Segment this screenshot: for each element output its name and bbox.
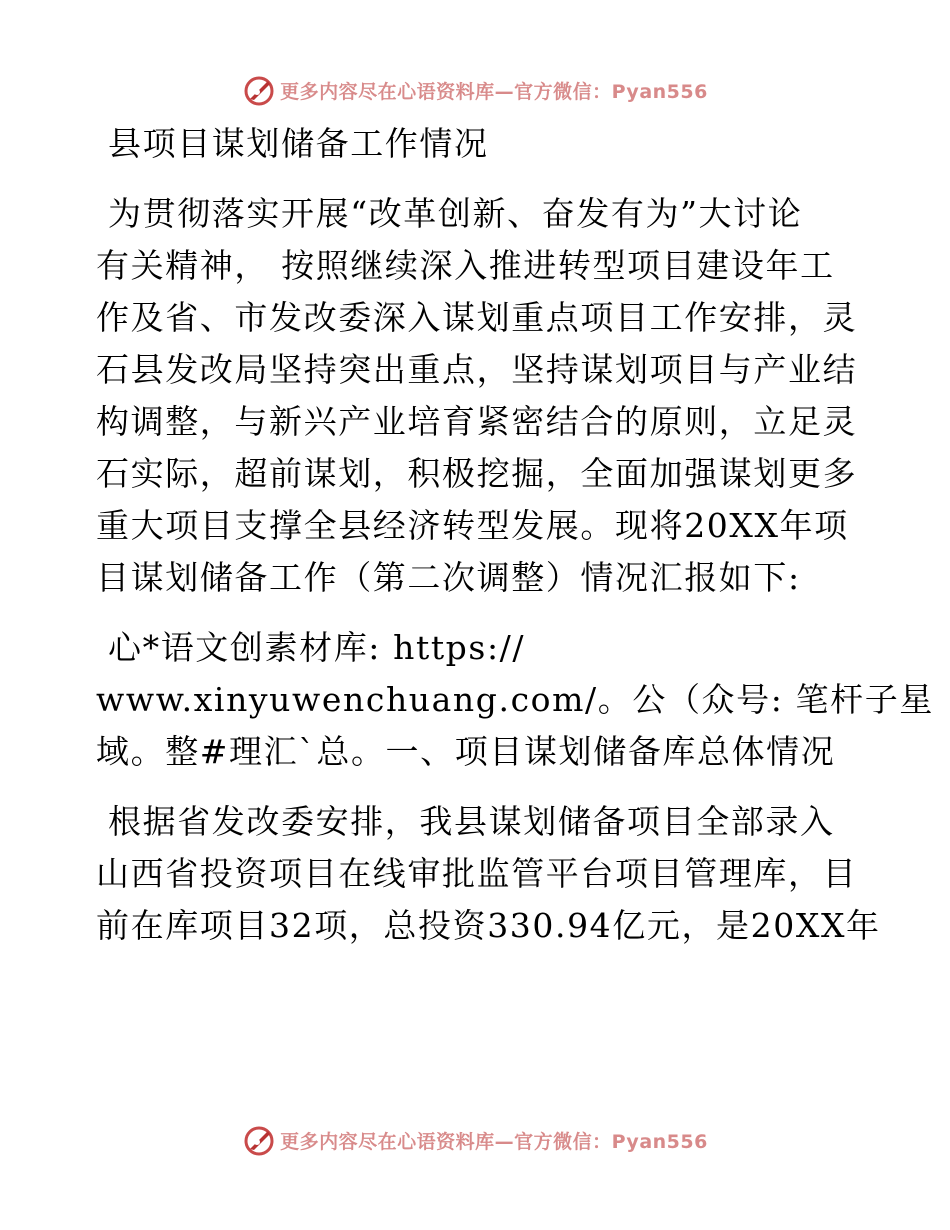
paragraph-2 xyxy=(96,622,934,778)
text-line: 重大项目支撑全县经济转型发展。现将20XX年项 xyxy=(96,506,849,545)
text-line: 为贯彻落实开展“改革创新、奋发有为”大讨论 xyxy=(108,194,803,233)
text-line: 构调整，与新兴产业培育紧密结合的原则，立足灵 xyxy=(96,402,858,441)
text-line: 有关精神， 按照继续深入推进转型项目建设年工 xyxy=(96,246,835,285)
document-title: 县项目谋划储备工作情况 xyxy=(108,124,489,163)
paragraph-1 xyxy=(96,188,866,604)
text-line: 作及省、市发改委深入谋划重点项目工作安排，灵 xyxy=(96,298,858,337)
text-line: www.xinyuwenchuang.com/。公（众号: 笔杆子星 xyxy=(96,680,934,719)
header-banner xyxy=(0,70,950,110)
text-line: 根据省发改委安排，我县谋划储备项目全部录入 xyxy=(108,802,835,841)
quill-circle-icon xyxy=(242,1123,276,1157)
text-line: 前在库项目32项，总投资330.94亿元，是20XX年 xyxy=(96,906,881,945)
text-line: 石县发改局坚持突出重点，坚持谋划项目与产业结 xyxy=(96,350,858,389)
text-line: 山西省投资项目在线审批监管平台项目管理库，目 xyxy=(96,854,858,893)
footer-site-text[interactable]: 更多内容尽在心语资料库—官方微信：Pyan556 xyxy=(280,1130,708,1153)
footer-banner xyxy=(0,1120,950,1160)
paragraph-3 xyxy=(96,796,881,952)
header-site-text[interactable]: 更多内容尽在心语资料库—官方微信：Pyan556 xyxy=(280,80,708,103)
quill-circle-icon xyxy=(242,73,276,107)
text-line: 域。整#理汇`总。一、项目谋划储备库总体情况 xyxy=(96,732,836,771)
text-line: 目谋划储备工作（第二次调整）情况汇报如下: xyxy=(96,558,801,597)
text-line: 石实际，超前谋划，积极挖掘，全面加强谋划更多 xyxy=(96,454,858,493)
text-line: 心*语文创素材库: https:// xyxy=(108,628,526,667)
document-body xyxy=(96,118,934,952)
